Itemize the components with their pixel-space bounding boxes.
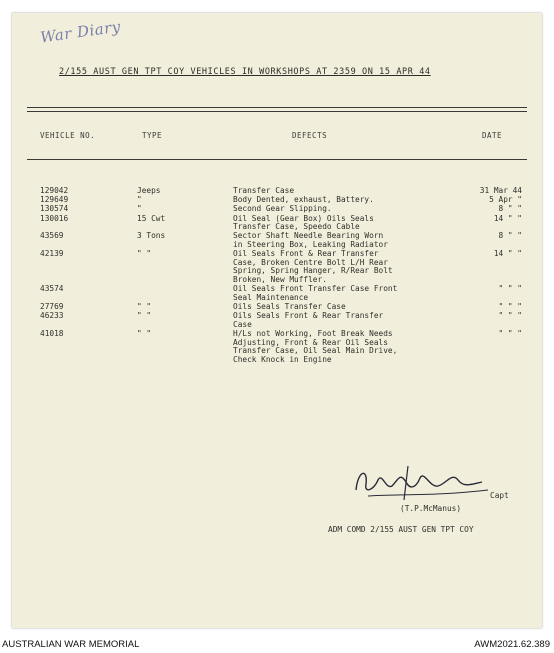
vehicle-type: " " (137, 329, 152, 338)
header-defects: DEFECTS (292, 131, 328, 140)
header-type: TYPE (142, 131, 163, 140)
vehicle-number: 43574 (40, 284, 64, 294)
vehicle-number: 130016 (40, 213, 69, 223)
signature-rank: Capt (490, 491, 509, 500)
defect-line: Sector Shaft Needle Bearing Worn (233, 231, 384, 241)
vehicle-type: " (137, 195, 142, 205)
vehicle-number: 43569 (40, 231, 64, 241)
vehicle-number: 42139 (40, 249, 64, 259)
vehicle-type: " " (137, 302, 152, 311)
top-rule-double (27, 111, 527, 112)
document-title: 2/155 AUST GEN TPT COY VEHICLES IN WORKSHOPS AT 2359 ON 15 APR 44 (59, 67, 431, 77)
vehicle-number: 46233 (40, 311, 64, 321)
defect-date: 14 " " (493, 249, 522, 259)
document-page (12, 13, 542, 628)
defect-line: Adjusting, Front & Rear Oil Seals (233, 337, 388, 347)
vehicle-number: 130574 (40, 204, 69, 214)
vehicle-type: " " (137, 311, 152, 321)
header-vehicle-no: VEHICLE NO. (40, 131, 96, 140)
defect-date: " " " (498, 311, 522, 321)
defect-line: Case (233, 319, 252, 329)
defect-line: Check Knock in Engine (233, 354, 332, 364)
defect-date: 31 Mar 44 (479, 186, 522, 195)
vehicle-number: 129649 (40, 195, 69, 205)
vehicle-number: 27769 (40, 302, 64, 311)
signature-name: (T.P.McManus) (400, 504, 462, 513)
vehicle-type: 3 Tons (137, 231, 166, 241)
defect-line: Oil Seals Front Transfer Case Front (233, 284, 398, 294)
footer-archive-name: AUSTRALIAN WAR MEMORIAL (2, 639, 140, 650)
defect-line: in Steering Box, Leaking Radiator (233, 240, 388, 249)
vehicle-number: 41018 (40, 329, 64, 338)
defect-date: 14 " " (493, 213, 522, 223)
vehicle-type: " (137, 204, 142, 214)
defect-line: Transfer Case (233, 186, 295, 195)
defect-date: " " " (498, 302, 522, 311)
defect-line: Transfer Case, Speedo Cable (233, 222, 360, 232)
handwritten-note: War Diary (39, 17, 122, 47)
vehicle-type: 15 Cwt (137, 213, 166, 223)
defect-date: " " " (498, 284, 522, 294)
defect-line: Oils Seals Transfer Case (233, 302, 346, 311)
defect-date: " " " (498, 329, 522, 338)
defect-date: 5 Apr " (489, 195, 522, 205)
signature-scrawl (348, 460, 498, 510)
defect-line: Seal Maintenance (233, 292, 309, 302)
header-rule (27, 159, 527, 160)
header-date: DATE (482, 131, 503, 140)
defect-line: Transfer Case, Oil Seal Main Drive, (233, 346, 398, 356)
defect-date: 8 " " (498, 204, 522, 214)
defect-line: Spring, Spring Hanger, R/Rear Bolt (233, 266, 393, 276)
defect-line: Oils Seals Front & Rear Transfer (233, 311, 384, 321)
vehicle-type: " " (137, 249, 152, 259)
defect-line: Oil Seal (Gear Box) Oils Seals (233, 213, 374, 223)
signature (348, 460, 498, 510)
vehicle-number: 129042 (40, 186, 69, 195)
defect-line: Second Gear Slipping. (233, 204, 332, 214)
vehicle-type: Jeeps (137, 186, 161, 195)
defect-date: 8 " " (498, 231, 522, 241)
defect-line: Oil Seals Front & Rear Transfer (233, 249, 379, 259)
signature-unit: ADM COMD 2/155 AUST GEN TPT COY (328, 525, 474, 534)
top-rule (27, 107, 527, 108)
defect-line: H/Ls not Working, Foot Break Needs (233, 329, 393, 338)
footer-accession-number: AWM2021.62.389 (474, 639, 550, 650)
defect-line: Body Dented, exhaust, Battery. (233, 195, 374, 205)
defect-line: Case, Broken Centre Bolt L/H Rear (233, 257, 388, 267)
defect-line: Broken, New Muffler. (233, 275, 327, 284)
